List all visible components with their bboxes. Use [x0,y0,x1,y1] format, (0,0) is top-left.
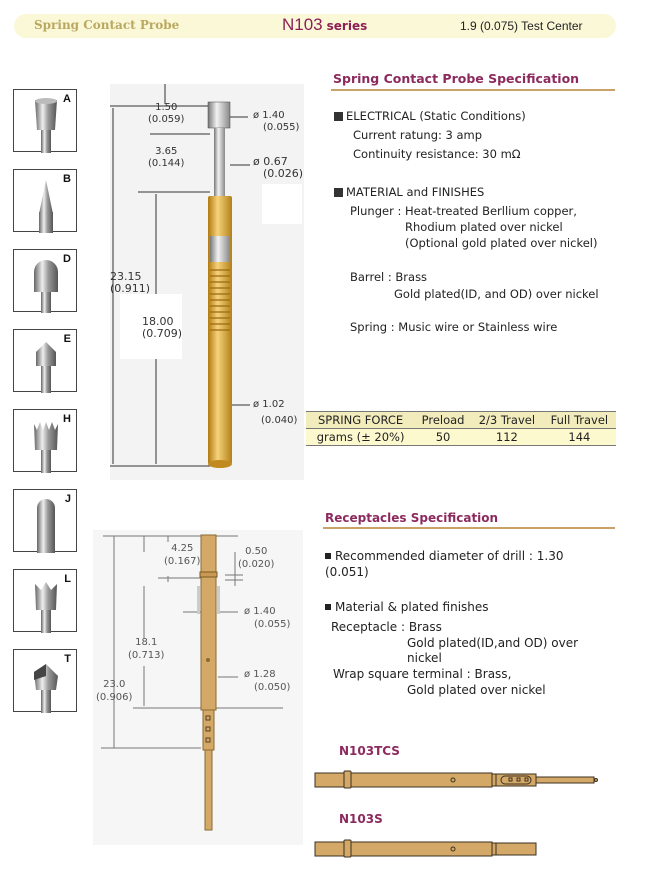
tip-d[interactable] [13,249,77,312]
series-label: series [326,19,368,33]
continuity-resistance: Continuity resistance: 30 mΩ [353,147,521,161]
table-cell: grams (± 20%) [306,429,415,446]
body-length: 18.1 (0.713) [128,637,165,661]
table-header: SPRING FORCE [306,412,415,429]
header-category: Spring Contact Probe [34,18,180,32]
part-name-n103s: N103S [339,812,383,826]
total-length: 23.0 (0.906) [96,679,133,703]
wrap-terminal-plating: Gold plated over nickel [407,683,546,697]
table-cell: 50 [415,429,471,446]
tip-label: B [63,173,71,185]
probe-spec-title: Spring Contact Probe Specification [333,71,580,86]
bullet-icon [325,604,331,610]
tip-label: T [64,653,71,665]
part-name-n103tcs: N103TCS [339,744,400,758]
barrel-diameter: ø 1.02 (0.040) [253,399,298,426]
table-cell: 144 [543,429,616,446]
table-cell: 112 [471,429,543,446]
part-drawing-n103s [313,839,543,859]
plunger-diameter: ø 0.67 (0.026) [253,155,304,180]
barrel-length: 18.00 (0.709) [142,315,183,340]
receptacle-plating: Gold plated(ID,and OD) over nickel [407,636,579,665]
spring-force-table [306,411,616,446]
tip-e[interactable] [13,329,77,392]
ring-diameter: ø 1.40 (0.055) [244,606,291,630]
table-header: Preload [415,412,471,429]
tip-h[interactable] [13,409,77,472]
tip-label: L [64,573,71,585]
model-name: N103 [282,15,323,34]
table-header: Full Travel [543,412,616,429]
plunger-line: (Optional gold plated over nickel) [405,236,598,250]
tip-label: A [63,93,71,105]
tip-label: H [63,413,71,425]
probe-spec-rule [331,89,615,91]
receptacle-material: Receptacle : Brass [331,620,442,634]
plunger-line: Heat-treated Berllium copper, [405,204,577,218]
table-row [306,429,616,446]
part-drawing-n103tcs [313,770,603,790]
tip-b[interactable] [13,169,77,232]
ring-length: 0.50 (0.020) [238,546,275,570]
tip-t[interactable] [13,649,77,712]
barrel-label: Barrel : Brass [350,270,428,284]
receptacle-spec-title: Receptacles Specification [325,511,499,525]
plunger-line: Rhodium plated over nickel [405,220,563,234]
bullet-icon [334,188,343,197]
body-diameter: ø 1.28 (0.050) [244,669,291,693]
receptacle-material-heading: Material & plated finishes [325,599,489,616]
drill-diameter: Recommended diameter of drill : 1.30 [325,548,563,565]
bullet-icon [325,553,331,559]
header-model [282,15,367,35]
table-header-row [306,412,616,429]
bullet-icon [334,112,343,121]
tip-l[interactable] [13,569,77,632]
tip-label: E [63,333,71,345]
spring-material: Spring : Music wire or Stainless wire [350,320,558,334]
current-rating: Current ratung: 3 amp [353,128,483,142]
wrap-terminal-material: Wrap square terminal : Brass, [333,667,512,681]
head-diameter: ø 1.40 (0.055) [253,110,300,133]
electrical-heading: ELECTRICAL (Static Conditions) [334,108,526,125]
top-length: 4.25 (0.167) [164,543,201,567]
table-header: 2/3 Travel [471,412,543,429]
barrel-line: Gold plated(ID, and OD) over nickel [394,287,599,301]
tip-a[interactable] [13,89,77,152]
plunger-label: Plunger : [350,204,402,218]
tip-label: J [64,493,71,505]
total-length: 23.15 (0.911) [110,270,151,295]
head-length: 1.50 (0.059) [148,102,185,125]
tip-j[interactable] [13,489,77,552]
tip-label: D [63,253,71,265]
neck-length: 3.65 (0.144) [148,146,185,169]
drill-diameter-in: (0.051) [325,565,369,579]
material-heading: MATERIAL and FINISHES [334,184,484,201]
test-center: 1.9 (0.075) Test Center [460,19,583,33]
receptacle-spec-rule [323,527,615,529]
